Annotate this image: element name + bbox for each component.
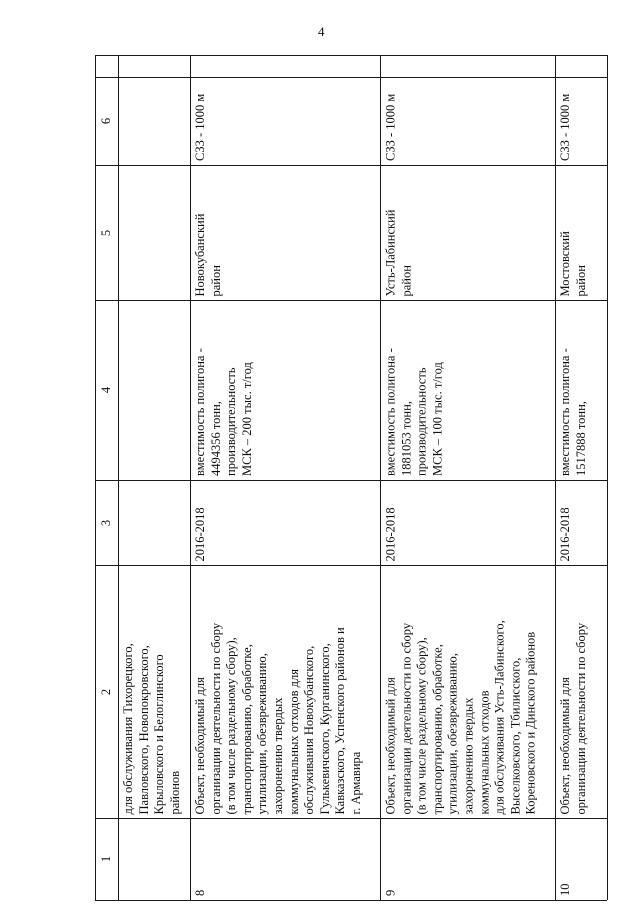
object-description-line: организации деятельности по сбору bbox=[573, 622, 588, 814]
object-description-line: Кавказского, Успенского районов и bbox=[333, 626, 348, 814]
period-line: 2016-2018 bbox=[193, 506, 207, 561]
sanitary-zone-line: СЗЗ - 1000 м bbox=[193, 93, 207, 161]
object-description-line: транспортированию, обработке, bbox=[429, 643, 444, 814]
object-description-line: захоронению твердых bbox=[270, 696, 285, 814]
page-number: 4 bbox=[318, 24, 325, 39]
column-header bbox=[95, 380, 117, 400]
column-header-label: 1 bbox=[99, 855, 113, 863]
sanitary-zone-line: СЗЗ - 1000 м bbox=[383, 93, 397, 161]
table-rule-v bbox=[95, 55, 96, 900]
period bbox=[380, 480, 555, 565]
period-line: 2016-2018 bbox=[558, 506, 572, 561]
object-description-line: утилизации, обезвреживанию, bbox=[255, 652, 270, 814]
period bbox=[555, 480, 607, 565]
object-description-line: утилизации, обезвреживанию, bbox=[445, 652, 460, 814]
object-description-line: коммунальных отходов для bbox=[286, 668, 301, 814]
district-line: Мостовский bbox=[558, 230, 572, 296]
row-number bbox=[190, 818, 380, 900]
column-header-label: 4 bbox=[99, 386, 113, 394]
object-description-line: Объект, необходимый для bbox=[558, 676, 572, 814]
object-description-line: организации деятельности по сбору bbox=[208, 622, 223, 814]
capacity bbox=[190, 300, 380, 480]
district bbox=[380, 165, 555, 300]
capacity-line: МСК – 200 тыс. т/год bbox=[239, 362, 254, 476]
object-description-line: районов bbox=[167, 770, 182, 814]
district-line: Новокубанский bbox=[193, 213, 207, 296]
sanitary-zone bbox=[380, 77, 555, 165]
object-description-line: (в том числе раздельному сбору), bbox=[224, 636, 239, 814]
object-description-line: Павловского, Новопокровского, bbox=[136, 644, 151, 814]
row-number bbox=[380, 818, 555, 900]
table-rule-h bbox=[95, 900, 607, 901]
sanitary-zone bbox=[555, 77, 607, 165]
capacity-line: вместимость полигона - bbox=[383, 348, 397, 476]
capacity-line: вместимость полигона - bbox=[193, 348, 207, 476]
object-description-line: транспортированию, обработке, bbox=[239, 643, 254, 814]
row-number-line: 9 bbox=[383, 889, 397, 896]
district bbox=[190, 165, 380, 300]
object-description-line: коммунальных отходов bbox=[476, 690, 491, 814]
capacity-line: 4494356 тонн, bbox=[208, 401, 223, 476]
capacity-line: производительность bbox=[224, 367, 239, 476]
period-line: 2016-2018 bbox=[383, 506, 397, 561]
object-description bbox=[118, 565, 190, 818]
column-header-label: 5 bbox=[99, 229, 113, 236]
district-line: район bbox=[573, 264, 588, 296]
period bbox=[190, 480, 380, 565]
capacity-line: производительность bbox=[414, 367, 429, 476]
capacity bbox=[380, 300, 555, 480]
object-description-line: захоронению твердых bbox=[460, 696, 475, 814]
object-description-line: г. Армавира bbox=[348, 751, 363, 814]
column-header bbox=[95, 223, 117, 243]
table-rule-h bbox=[95, 55, 607, 56]
column-header bbox=[95, 682, 117, 702]
object-description bbox=[380, 565, 555, 818]
sanitary-zone bbox=[190, 77, 380, 165]
column-header-label: 2 bbox=[99, 688, 113, 695]
column-header-label: 6 bbox=[99, 117, 113, 125]
object-description-line: Крыловского и Белоглинского bbox=[152, 653, 167, 814]
object-description-line: (в том числе раздельному сбору), bbox=[414, 636, 429, 814]
row-number-line: 10 bbox=[558, 883, 572, 896]
column-header-label: 3 bbox=[99, 519, 113, 526]
object-description-line: обслуживания Новокубанского, bbox=[302, 645, 317, 814]
row-number-line: 8 bbox=[193, 889, 207, 896]
table-rule-v bbox=[607, 55, 608, 900]
object-description bbox=[190, 565, 380, 818]
column-header bbox=[95, 111, 117, 131]
column-header bbox=[95, 849, 117, 869]
object-description bbox=[555, 565, 607, 818]
column-header bbox=[95, 513, 117, 533]
object-description-line: Выселковского, Тбилисского, bbox=[507, 657, 522, 814]
capacity-line: 1517888 тонн, bbox=[573, 401, 588, 476]
capacity-line: 1881053 тонн, bbox=[398, 401, 413, 476]
object-description-line: для обслуживания Усть-Лабинского, bbox=[492, 619, 507, 814]
district-line: район bbox=[398, 264, 413, 296]
object-description-line: Кореновского и Динского районов bbox=[523, 631, 538, 814]
object-description-line: Гулькевичского, Курганинского, bbox=[317, 642, 332, 814]
object-description-line: организации деятельности по сбору bbox=[398, 622, 413, 814]
capacity bbox=[555, 300, 607, 480]
row-number bbox=[555, 818, 607, 900]
object-description-line: Объект, необходимый для bbox=[193, 676, 207, 814]
district-line: район bbox=[208, 264, 223, 296]
capacity-line: МСК – 100 тыс. т/год bbox=[429, 362, 444, 476]
district-line: Усть-Лабинский bbox=[383, 209, 397, 296]
sanitary-zone-line: СЗЗ - 1000 м bbox=[558, 93, 572, 161]
capacity-line: вместимость полигона - bbox=[558, 348, 572, 476]
object-description-line: Объект, необходимый для bbox=[383, 676, 397, 814]
object-description-line: для обслуживания Тихорецкого, bbox=[121, 642, 135, 814]
district bbox=[555, 165, 607, 300]
